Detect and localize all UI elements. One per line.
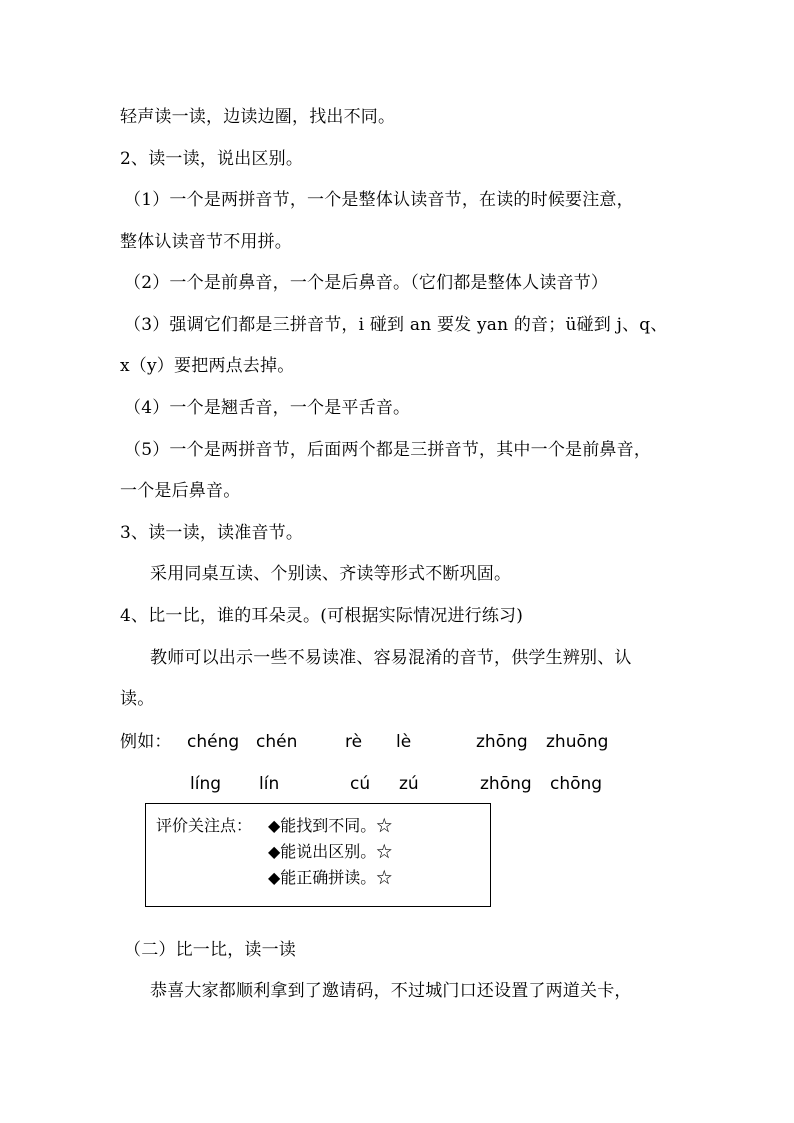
heading-step-2: 2、读一读，说出区别。 bbox=[120, 149, 304, 169]
item-1-line-1: （1）一个是两拼音节，一个是整体认读音节，在读的时候要注意， bbox=[124, 190, 634, 210]
heading-step-4: 4、比一比，谁的耳朵灵。(可根据实际情况进行练习) bbox=[120, 606, 524, 626]
item-4: （4）一个是翘舌音，一个是平舌音。 bbox=[124, 398, 411, 418]
pinyin-syllable: cú bbox=[350, 774, 371, 794]
pinyin-syllable: chéng bbox=[187, 732, 240, 752]
pinyin-syllable: lè bbox=[396, 732, 412, 752]
item-1-line-2: 整体认读音节不用拼。 bbox=[120, 232, 292, 252]
heading-step-3: 3、读一读，读准音节。 bbox=[120, 523, 304, 543]
pinyin-syllable: rè bbox=[345, 732, 363, 752]
examples-label: 例如： bbox=[120, 732, 172, 752]
evaluation-label: 评价关注点： bbox=[156, 816, 253, 835]
pinyin-syllable: zhuōng bbox=[546, 732, 609, 752]
section-heading: （二）比一比，读一读 bbox=[124, 940, 296, 960]
closing-paragraph: 恭喜大家都顺利拿到了邀请码，不过城门口还设置了两道关卡， bbox=[150, 981, 632, 1001]
item-3-line-2: x（y）要把两点去掉。 bbox=[120, 356, 295, 376]
evaluation-item: ◆能找到不同。☆ bbox=[268, 816, 393, 835]
item-3-line-1: （3）强调它们都是三拼音节，i 碰到 an 要发 yan 的音；ü碰到 j、q、 bbox=[124, 315, 668, 335]
paragraph-intro: 轻声读一读，边读边圈，找出不同。 bbox=[120, 107, 396, 127]
pinyin-syllable: chōng bbox=[550, 774, 603, 794]
pinyin-syllable: lín bbox=[259, 774, 280, 794]
evaluation-item: ◆能正确拼读。☆ bbox=[268, 868, 393, 887]
step-3-body: 采用同桌互读、个别读、齐读等形式不断巩固。 bbox=[150, 564, 512, 584]
pinyin-syllable: chén bbox=[256, 732, 298, 752]
evaluation-box bbox=[145, 803, 491, 907]
pinyin-syllable: zhōng bbox=[476, 732, 528, 752]
step-4-body-line-2: 读。 bbox=[120, 689, 155, 709]
item-2: （2）一个是前鼻音，一个是后鼻音。（它们都是整体人读音节） bbox=[124, 273, 609, 293]
item-5-line-2: 一个是后鼻音。 bbox=[120, 481, 241, 501]
pinyin-syllable: zhōng bbox=[480, 774, 532, 794]
item-5-line-1: （5）一个是两拼音节，后面两个都是三拼音节，其中一个是前鼻音， bbox=[124, 440, 652, 460]
evaluation-item: ◆能说出区别。☆ bbox=[268, 842, 393, 861]
pinyin-syllable: líng bbox=[190, 774, 222, 794]
step-4-body-line-1: 教师可以出示一些不易读准、容易混淆的音节，供学生辨别、认 bbox=[150, 648, 632, 668]
pinyin-syllable: zú bbox=[399, 774, 419, 794]
